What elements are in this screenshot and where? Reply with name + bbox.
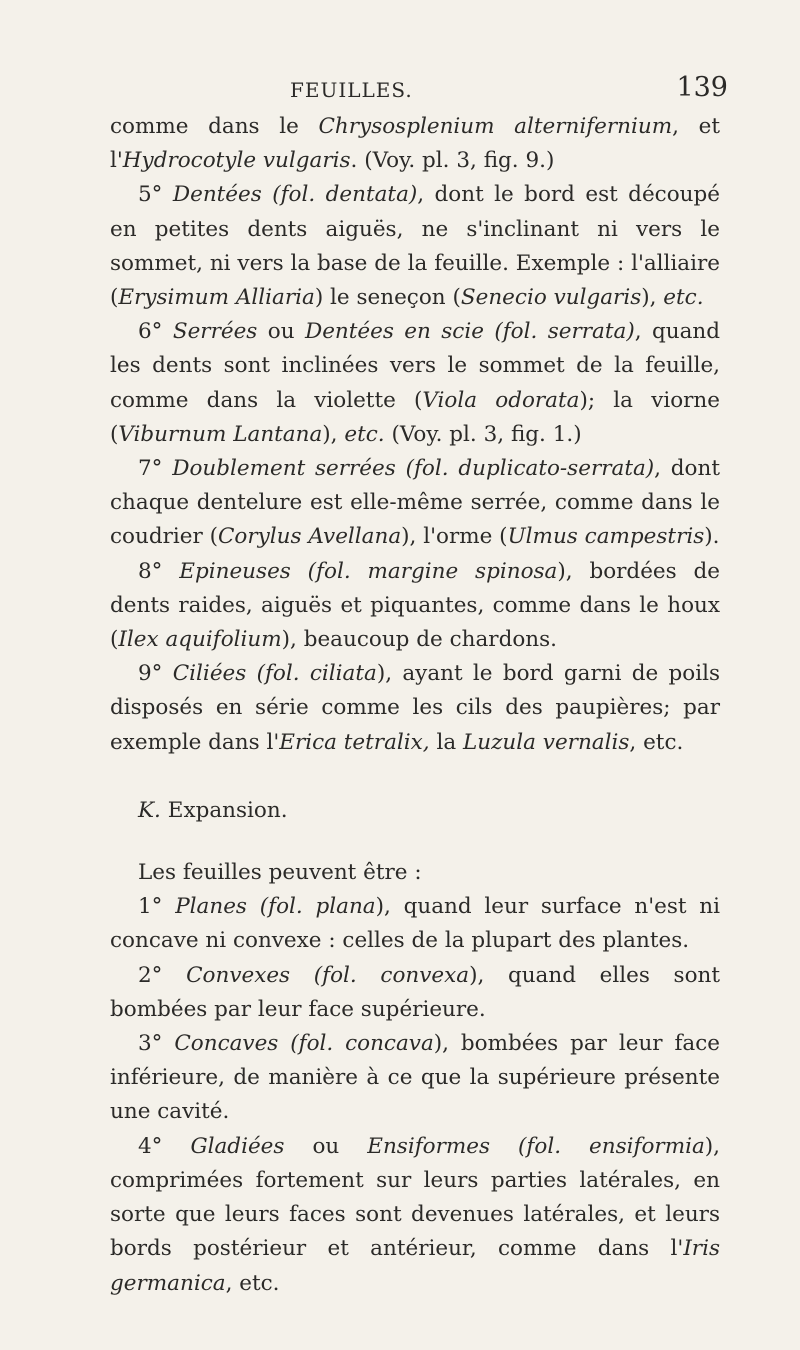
text-run: ), quand elles sont bombées par leur face supérieure. <box>110 962 720 1022</box>
text-run: , dont chaque dentelure est elle-même serrée, comme dans le coudrier ( <box>110 456 720 550</box>
italic-run: Dentées en scie (fol. serrata) <box>304 319 635 345</box>
text-run: ), <box>322 421 345 447</box>
text-run: ) le seneçon ( <box>314 285 461 311</box>
italic-run: Luzula vernalis <box>462 729 630 755</box>
text-run: ), bombées par leur face inférieure, de manière à ce que la supérieure présente une cavité. <box>110 1031 720 1125</box>
italic-run: Ilex aquifolium <box>118 627 282 653</box>
text-run: ), beaucoup de chardons. <box>281 627 558 653</box>
running-title: FEUILLES. <box>290 78 413 102</box>
text-run: 8° <box>138 558 180 584</box>
text-run: ), comprimées fortement sur leurs parties latérales, en sorte que leurs faces sont devenues latérales, et leurs bords postérieur et antérieur, comme dans l' <box>110 1133 721 1262</box>
paragraph <box>110 555 720 658</box>
text-run: ou <box>257 319 305 345</box>
text-run: ), bordées de dents raides, aiguës et piquantes, comme dans le houx ( <box>110 558 721 653</box>
italic-run: Erysimum Alliaria <box>118 285 315 311</box>
italic-run: Gladiées <box>190 1133 285 1159</box>
paragraph <box>110 657 720 760</box>
italic-run: Epineuses (fol. margine spinosa <box>179 558 558 584</box>
text-run: ), <box>641 285 664 311</box>
text-run: 3° <box>138 1031 175 1057</box>
italic-run: Concaves (fol. concava <box>174 1031 434 1057</box>
text-run: ou <box>284 1133 368 1159</box>
text-run: ), l'orme ( <box>401 524 508 550</box>
italic-run: Ensiformes (fol. ensiformia <box>367 1133 705 1159</box>
body-text <box>110 110 720 1301</box>
paragraph <box>110 315 720 452</box>
italic-run: Erica tetralix, <box>279 729 437 755</box>
text-run: , etc. <box>225 1270 280 1296</box>
italic-run: Chrysosplenium alternifernium <box>318 114 673 139</box>
text-run: Les feuilles peuvent être : <box>138 860 422 886</box>
italic-run: Viola odorata <box>422 387 580 413</box>
italic-run: Viburnum Lantana <box>118 421 323 447</box>
text-run: 1° <box>138 894 176 920</box>
italic-run: Senecio vulgaris <box>460 285 642 311</box>
text-run: . (Voy. pl. 3, fig. 9.) <box>350 148 555 174</box>
text-run: , etc. <box>629 729 684 755</box>
italic-run: Dentées (fol. dentata) <box>172 182 418 208</box>
text-run: , et l' <box>110 114 720 174</box>
text-run: la <box>436 729 463 755</box>
italic-run: Ulmus campestris <box>507 524 705 550</box>
italic-run: Corylus Avellana <box>217 524 402 550</box>
italic-run: Ciliées (fol. ciliata <box>172 661 377 687</box>
text-run: 4° <box>138 1133 191 1159</box>
italic-run: etc. <box>663 285 704 311</box>
paragraph <box>110 856 720 890</box>
page-header <box>110 72 730 112</box>
italic-run: Hydrocotyle vulgaris <box>122 148 351 174</box>
paragraph <box>110 890 720 958</box>
section-heading <box>138 794 720 828</box>
text-run: , quand les dents sont inclinées vers le sommet de la feuille, comme dans la violette ( <box>110 319 720 413</box>
italic-run: Serrées <box>172 319 258 345</box>
paragraph <box>110 1027 720 1130</box>
text-run: 7° <box>138 456 173 482</box>
text-run: , dont le bord est découpé en petites dents aiguës, ne s'inclinant ni vers le sommet, ni vers la base de la feuille. Exemple : l'alliaire ( <box>110 182 720 311</box>
paragraph <box>110 452 720 555</box>
section-title: Expansion. <box>167 797 288 823</box>
page-number: 139 <box>676 72 728 103</box>
italic-run: Convexes (fol. convexa <box>186 962 470 988</box>
text-run: ); la viorne ( <box>110 387 721 447</box>
text-run: 2° <box>138 962 187 988</box>
italic-run: Iris germanica <box>110 1236 720 1296</box>
italic-run: Doublement serrées (fol. duplicato-serrata) <box>172 456 655 482</box>
paragraph <box>110 1130 720 1301</box>
text-run: comme dans le <box>110 114 319 139</box>
text-run: 9° <box>138 661 173 687</box>
text-run: 5° <box>138 182 173 208</box>
paragraph <box>110 110 720 178</box>
paragraph <box>110 959 720 1027</box>
text-run: 6° <box>138 319 173 345</box>
italic-run: Planes (fol. plana <box>175 894 376 920</box>
section-letter: K. <box>138 797 161 823</box>
text-run: ). <box>704 524 720 550</box>
text-run: (Voy. pl. 3, fig. 1.) <box>384 421 582 447</box>
text-run: ), ayant le bord garni de poils disposés en série comme les cils des paupières; par exemple dans l' <box>110 661 721 755</box>
paragraph <box>110 178 720 315</box>
text-run: ), quand leur surface n'est ni concave ni convexe : celles de la plupart des plantes. <box>110 894 721 954</box>
italic-run: etc. <box>344 421 385 447</box>
